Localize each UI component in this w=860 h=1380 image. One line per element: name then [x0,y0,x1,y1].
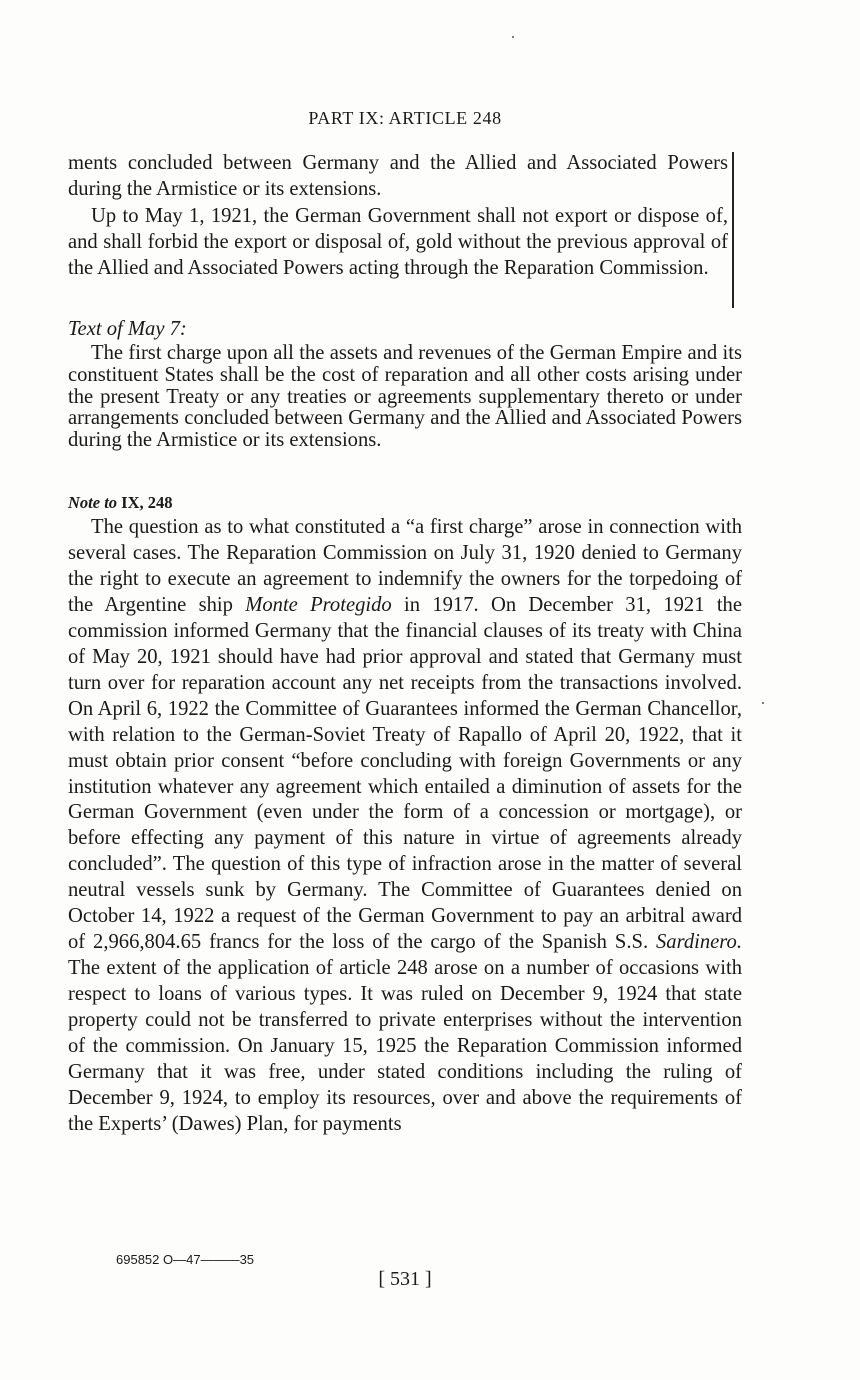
sidebar-rule [732,152,734,308]
running-head: PART IX: ARTICLE 248 [308,108,502,128]
note-heading-prefix: Note to [68,493,118,512]
ship-name-sardinero: Sardinero. [656,931,742,954]
page-number: [ 531 ] [378,1268,432,1290]
print-speck [512,36,514,38]
paragraph-gold-export: Up to May 1, 1921, the German Government shall not export or dispose of, and shall forbid the export or disposal of, gold without the previous approval of the Allied and Associated Powers acting through the Reparation Commission. [68,205,728,280]
note-heading [68,493,173,513]
print-code: 695852 O—47———35 [116,1252,255,1267]
note-text-3: The extent of the application of article 248 arose on a number of occasions with respect to loans of various types. It was ruled on December 9, 1924 that state property could not be transferred to private enterprises without the intervention of the commission. On January 15, 1925 the Reparation Commission informed Germany that it was free, under stated conditions including the ruling of December 9, 1924, to employ its resources, over and above the requirements of the Experts’ (Dawes) Plan, for payments [68,957,742,1135]
note-text-1: The question as to what constituted a “a first charge” arose in connection with several cases. The Reparation Commission on July 31, 1920 denied to Germany the right to execute an agreement to indemnify the owners for the torpedoing of the Argentine ship [68,516,742,616]
print-speck [762,702,764,704]
note-heading-ref: IX, 248 [121,493,173,512]
note-paragraph [68,515,742,1138]
paragraph-continuation: ments concluded between Germany and the Allied and Associated Powers during the Armistice or its extensions. [68,152,728,201]
paragraph-may-7-text: The first charge upon all the assets and revenues of the German Empire and its constituent States shall be the cost of reparation and all other costs arising under the present Treaty or any treaties or agreements supplementary thereto or under arrangements concluded between Germany and the Allied and Associated Powers during the Armistice or its extensions. [68,342,742,452]
ship-name-monte-protegido: Monte Protegido [245,593,392,616]
note-text-2: in 1917. On December 31, 1921 the commission informed Germany that the financial clauses of its treaty with China of May 20, 1921 should have had prior approval and stated that Germany must turn over for reparation account any net receipts from the transactions involved. On April 6, 1922 the Committee of Guarantees informed the German Chancellor, with relation to the German-Soviet Treaty of Rapallo of April 20, 1922, that it must obtain prior consent “before concluding with foreign Governments or any institution whatever any agreement which entailed a diminution of assets for the German Government (even under the form of a concession or mortgage), or before effecting any payment of this nature in virtue of agreements already concluded”. The question of this type of infraction arose in the matter of several neutral vessels sunk by Germany. The Committee of Guarantees denied on October 14, 1922 a request of the German Government to pay an arbitral award of 2,966,804.65 francs for the loss of the cargo of the Spanish S.S. [68,593,742,954]
text-of-may-7-heading: Text of May 7: [68,318,187,340]
